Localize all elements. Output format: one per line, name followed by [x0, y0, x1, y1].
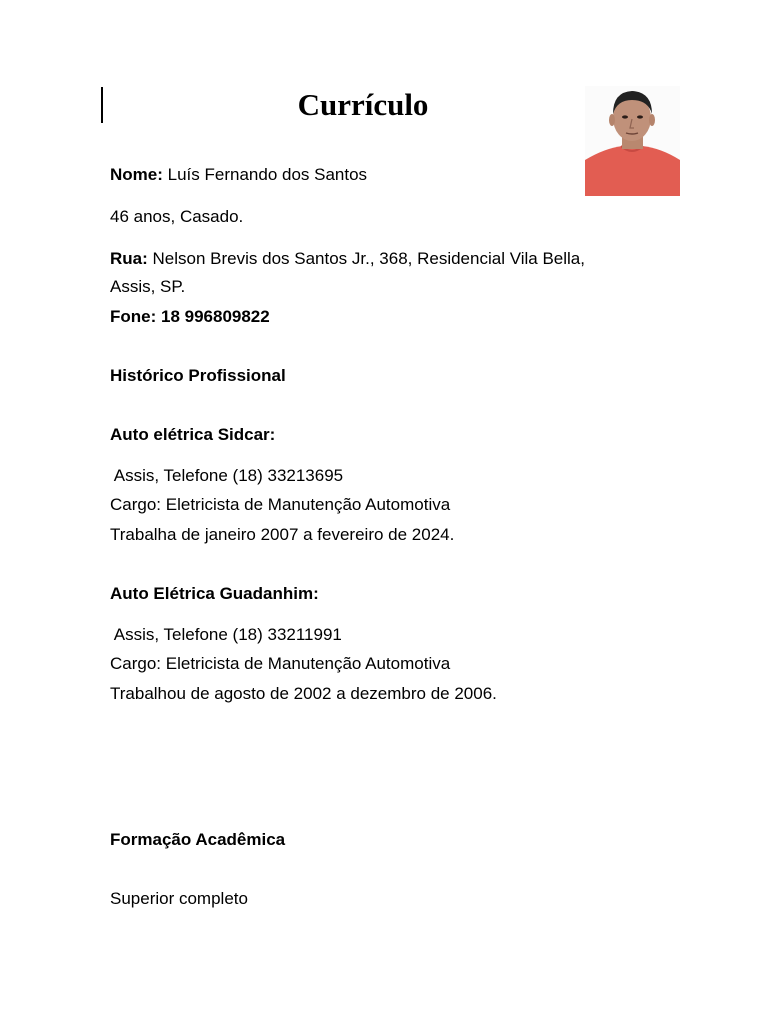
job-role: Cargo: Eletricista de Manutenção Automotiva: [110, 495, 451, 514]
name-line: [110, 165, 367, 185]
job-company: Auto Elétrica Guadanhim:: [110, 584, 319, 603]
name-value: Luís Fernando dos Santos: [167, 165, 368, 184]
job-period: Trabalhou de agosto de 2002 a dezembro de 2006.: [110, 684, 497, 703]
history-heading: Histórico Profissional: [110, 366, 286, 385]
job-location: Assis, Telefone (18) 33213695: [110, 466, 344, 485]
education-value: Superior completo: [110, 889, 248, 908]
job-location: Assis, Telefone (18) 33211991: [110, 625, 342, 644]
name-label: Nome:: [110, 165, 163, 184]
job-role: Cargo: Eletricista de Manutenção Automotiva: [110, 654, 451, 673]
age-status: 46 anos, Casado.: [110, 207, 244, 226]
education-heading: Formação Acadêmica: [110, 830, 286, 849]
address-line-2: Assis, SP.: [110, 277, 186, 296]
phone: Fone: 18 996809822: [110, 307, 270, 326]
job-period: Trabalha de janeiro 2007 a fevereiro de 2024.: [110, 525, 455, 544]
document-title: Currículo: [297, 87, 429, 122]
job-company: Auto elétrica Sidcar:: [110, 425, 276, 444]
profile-photo: [585, 86, 680, 196]
address-label: Rua:: [110, 249, 148, 268]
address-value: Nelson Brevis dos Santos Jr., 368, Residencial Vila Bella,: [152, 249, 585, 268]
address-line-1: [110, 249, 585, 269]
